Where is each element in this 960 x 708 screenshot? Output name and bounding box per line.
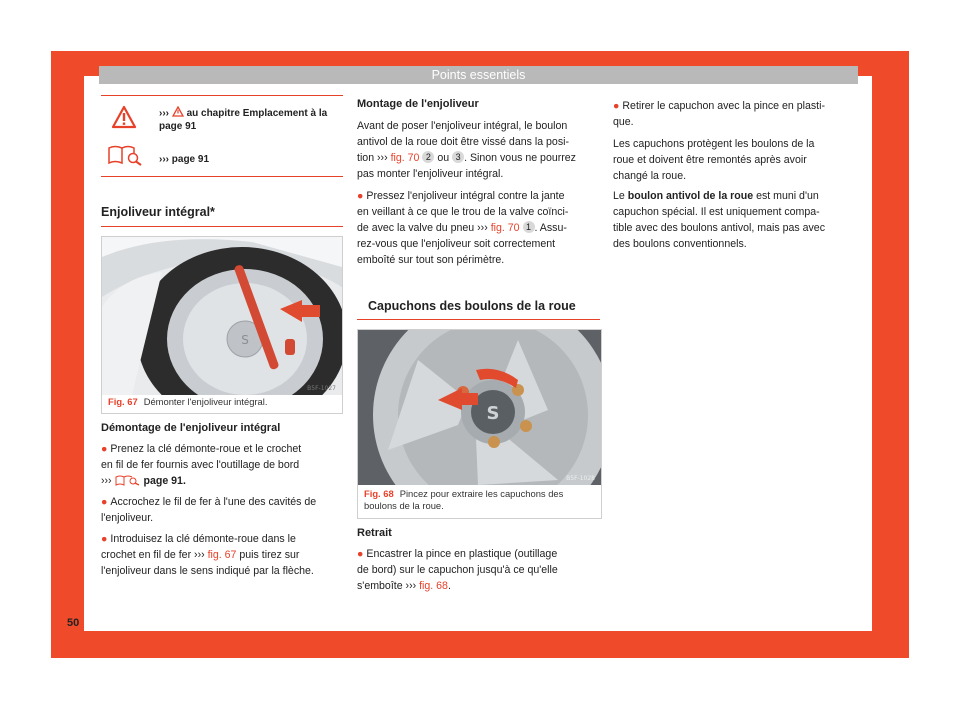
- figure-67: [101, 236, 343, 414]
- callout-number: 1: [523, 221, 535, 233]
- list-item-line: crochet en fil de fer ››› fig. 67 puis tirez sur: [101, 549, 300, 561]
- montage-text: Avant de poser l'enjoliveur intégral, le boulon antivol de la roue doit être vissé dans la posi- tion ››› fig. 70 2 ou 3 . Sinon vous ne pourrez pas monter l'enjoliveur intégral. ● Pressez l'enjoliveur intégral contre la jante en veillant à ce que le trou de la valve coïnci- de avec la valve du pneu ››› fig. 70 1 . Assu- rez-vous que l'enjoliveur soit correctement emboîté sur tout son périmètre.: [357, 118, 607, 268]
- manual-book-icon: [107, 142, 143, 166]
- figure-code: B5F-1027: [307, 385, 336, 392]
- page-number: 50: [67, 617, 80, 629]
- subsection-title-demontage: Démontage de l'enjoliveur intégral: [101, 422, 281, 434]
- retrait-steps: ● Encastrer la pince en plastique (outillage de bord) sur le capuchon jusqu'à ce qu'elle s'emboîte ››› fig. 68.: [357, 546, 607, 594]
- list-item: ● Retirer le capuchon avec la pince en plasti-: [613, 100, 825, 112]
- svg-text:S: S: [241, 333, 249, 347]
- figure-caption: Fig. 68 Pincez pour extraire les capuchons des boulons de la roue.: [364, 488, 564, 511]
- page-header: Points essentiels: [99, 66, 858, 84]
- section-title-enjoliveur: Enjoliveur intégral*: [101, 205, 215, 219]
- warning-reference-text: [159, 106, 339, 133]
- warning-reference-page: page 91: [159, 121, 197, 132]
- callout-number: 3: [452, 151, 464, 163]
- figure-caption-text: Démonter l'enjoliveur intégral.: [143, 396, 268, 407]
- list-item: ● Prenez la clé démonte-roue et le crochet: [101, 443, 302, 455]
- page-reference-link[interactable]: page 91.: [143, 475, 186, 487]
- list-item-line: en fil de fer fournis avec l'outillage de bord: [101, 459, 300, 471]
- svg-text:S: S: [486, 403, 500, 424]
- figure-link[interactable]: fig. 68: [419, 580, 448, 592]
- column3-text: ● Retirer le capuchon avec la pince en plasti- que. Les capuchons protègent les boulons de la roue et doivent être remontés après avoir changé la roue. Le boulon antivol de la roue est muni d'un capuchon spécial. Il est uniquement compa- tible avec des boulons antivol, mais pas avec des boulons conventionnels.: [613, 98, 863, 252]
- list-item: ● Introduisez la clé démonte-roue dans le: [101, 533, 296, 545]
- list-item-line: l'enjoliveur dans le sens indiqué par la flèche.: [101, 565, 314, 577]
- section-title-capuchons: Capuchons des boulons de la roue: [368, 299, 576, 313]
- figure-code: B5F-1028: [566, 475, 595, 482]
- warning-box: [101, 95, 343, 177]
- warning-reference-link[interactable]: au chapitre Emplacement à la: [186, 108, 328, 119]
- figure-68: [357, 329, 602, 519]
- list-item-line: l'enjoliveur.: [101, 512, 154, 524]
- callout-number: 2: [422, 151, 434, 163]
- warning-triangle-icon: [111, 105, 137, 129]
- figure-link[interactable]: fig. 67: [207, 549, 237, 561]
- subsection-title-retrait: Retrait: [357, 527, 392, 539]
- demontage-steps: [101, 441, 351, 579]
- figure-caption: [102, 396, 342, 408]
- subsection-title-montage: Montage de l'enjoliveur: [357, 98, 479, 110]
- figure-label: Fig. 67: [108, 396, 138, 407]
- warning-inline-icon: [172, 106, 184, 117]
- wheel-cover-illustration: [102, 237, 342, 395]
- figure-link[interactable]: fig. 70: [490, 222, 520, 234]
- reference-arrows: ›››: [159, 108, 169, 119]
- book-reference-text[interactable]: ››› page 91: [159, 154, 210, 165]
- section-rule: [357, 319, 600, 320]
- figure-label: Fig. 68: [364, 488, 394, 499]
- list-item: ● Accrochez le fil de fer à l'une des cavités de: [101, 496, 317, 508]
- figure-link[interactable]: fig. 70: [390, 152, 420, 164]
- wheel-bolt-caps-illustration: [358, 330, 601, 485]
- key-term: boulon antivol de la roue: [627, 190, 754, 202]
- manual-book-icon: [115, 474, 141, 486]
- list-item: ● Pressez l'enjoliveur intégral contre la jante: [357, 190, 565, 202]
- list-item-line: ››› page 91.: [101, 475, 186, 487]
- list-item: ● Encastrer la pince en plastique (outillage: [357, 548, 558, 560]
- section-rule: [101, 226, 343, 227]
